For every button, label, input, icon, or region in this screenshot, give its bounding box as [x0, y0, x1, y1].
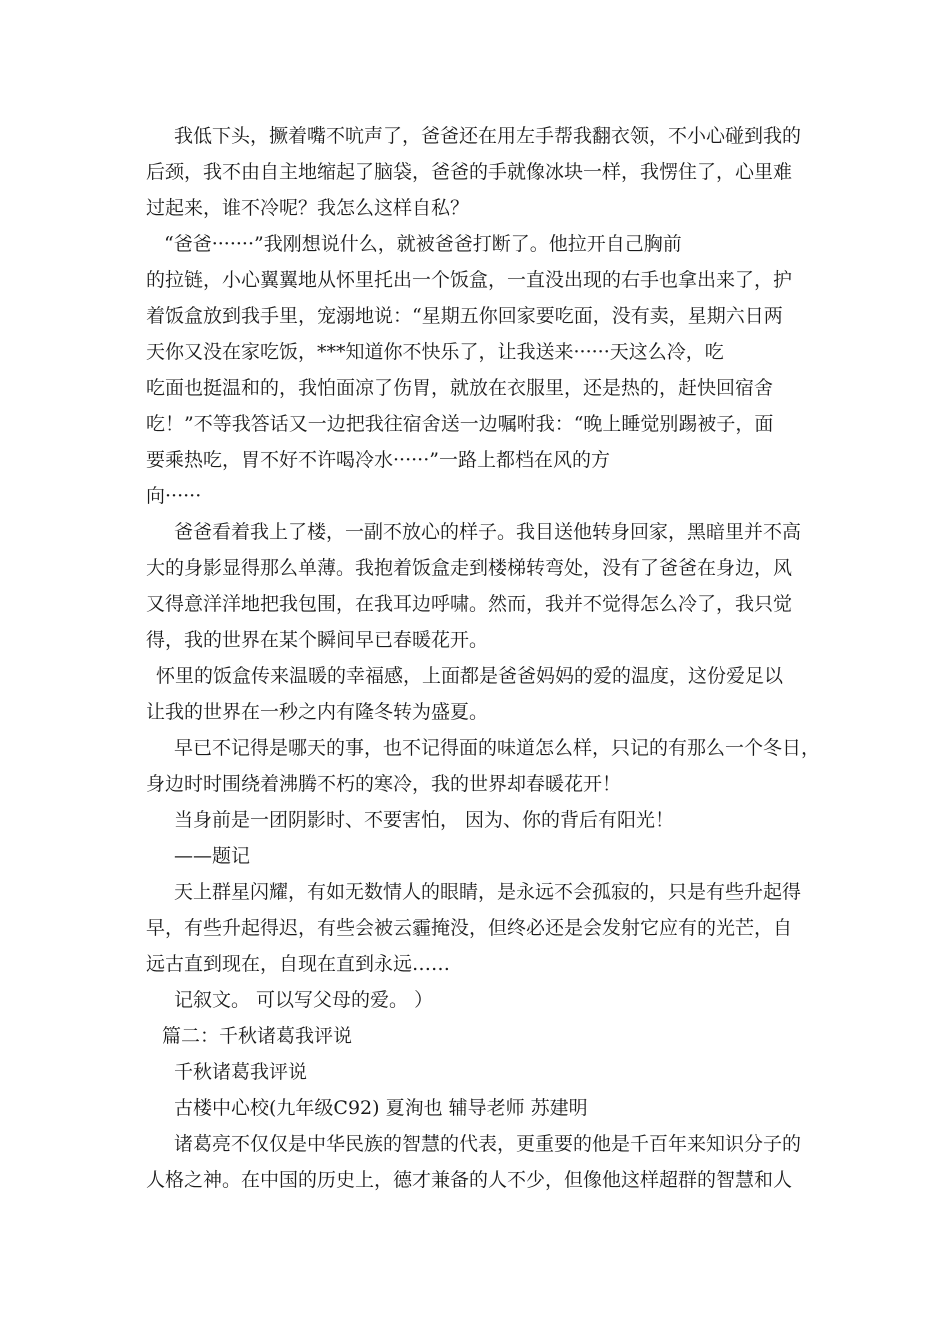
text-line: 怀里的饭盒传来温暖的幸福感，上面都是爸爸妈妈的爱的温度，这份爱足以	[156, 665, 784, 687]
text-line: 的拉链，小心翼翼地从怀里托出一个饭盒，一直没出现的右手也拿出来了，护	[146, 269, 793, 291]
text-line: ——题记	[174, 845, 251, 867]
text-line: 让我的世界在一秒之内有隆冬转为盛夏。	[146, 701, 489, 723]
text-line: 早，有些升起得迟，有些会被云霾掩没，但终必还是会发射它应有的光芒，自	[146, 917, 793, 939]
text-line: 大的身影显得那么单薄。我抱着饭盒走到楼梯转弯处，没有了爸爸在身边，风	[146, 557, 793, 579]
text-line: 远古直到现在，自现在直到永远……	[146, 953, 451, 975]
text-line: 身边时时围绕着沸腾不朽的寒冷，我的世界却春暖花开！	[146, 773, 622, 795]
text-line: 着饭盒放到我手里，宠溺地说：“星期五你回家要吃面，没有卖，星期六日两	[146, 305, 783, 327]
text-line: 天上群星闪耀，有如无数情人的眼睛，是永远不会孤寂的，只是有些升起得	[174, 881, 802, 903]
text-line: 得，我的世界在某个瞬间早已春暖花开。	[146, 629, 489, 651]
article-byline: 古楼中心校(九年级C92) 夏洵也 辅导老师 苏建明	[174, 1097, 588, 1119]
text-line: 人格之神。在中国的历史上，德才兼备的人不少，但像他这样超群的智慧和人	[146, 1169, 793, 1191]
section-heading: 篇二：千秋诸葛我评说	[162, 1025, 353, 1047]
text-line: 吃面也挺温和的，我怕面凉了伤胃，就放在衣服里，还是热的，赶快回宿舍	[146, 377, 774, 399]
text-line: 后颈，我不由自主地缩起了脑袋，爸爸的手就像冰块一样，我愣住了，心里难	[146, 161, 793, 183]
text-line: 过起来，谁不冷呢？我怎么这样自私？	[146, 197, 470, 219]
text-line: 天你又没在家吃饭，***知道你不快乐了，让我送来······天这么冷，吃	[146, 341, 724, 363]
text-line: 我低下头，撅着嘴不吭声了，爸爸还在用左手帮我翻衣领，不小心碰到我的	[174, 125, 802, 147]
text-line: 诸葛亮不仅仅是中华民族的智慧的代表，更重要的他是千百年来知识分子的	[174, 1133, 802, 1155]
text-line: 又得意洋洋地把我包围，在我耳边呼啸。然而，我并不觉得怎么冷了，我只觉	[146, 593, 793, 615]
text-line: 爸爸看着我上了楼，一副不放心的样子。我目送他转身回家，黑暗里并不高	[174, 521, 802, 543]
document-body	[146, 118, 826, 1198]
text-line: 记叙文。 可以写父母的爱。 ）	[174, 989, 434, 1011]
article-title: 千秋诸葛我评说	[174, 1061, 308, 1083]
text-line: “爸爸·······”我刚想说什么，就被爸爸打断了。他拉开自己胸前	[164, 233, 682, 255]
text-line: 向······	[146, 485, 202, 507]
text-line: 当身前是一团阴影时、不要害怕， 因为、你的背后有阳光！	[174, 809, 675, 831]
text-line: 早已不记得是哪天的事，也不记得面的味道怎么样，只记的有那么一个冬日，	[174, 737, 821, 759]
text-line: 要乘热吃，胃不好不许喝冷水······”一路上都档在风的方	[146, 449, 610, 471]
text-line: 吃！”不等我答话又一边把我往宿舍送一边嘱咐我：“晚上睡觉别踢被子，面	[146, 413, 774, 435]
